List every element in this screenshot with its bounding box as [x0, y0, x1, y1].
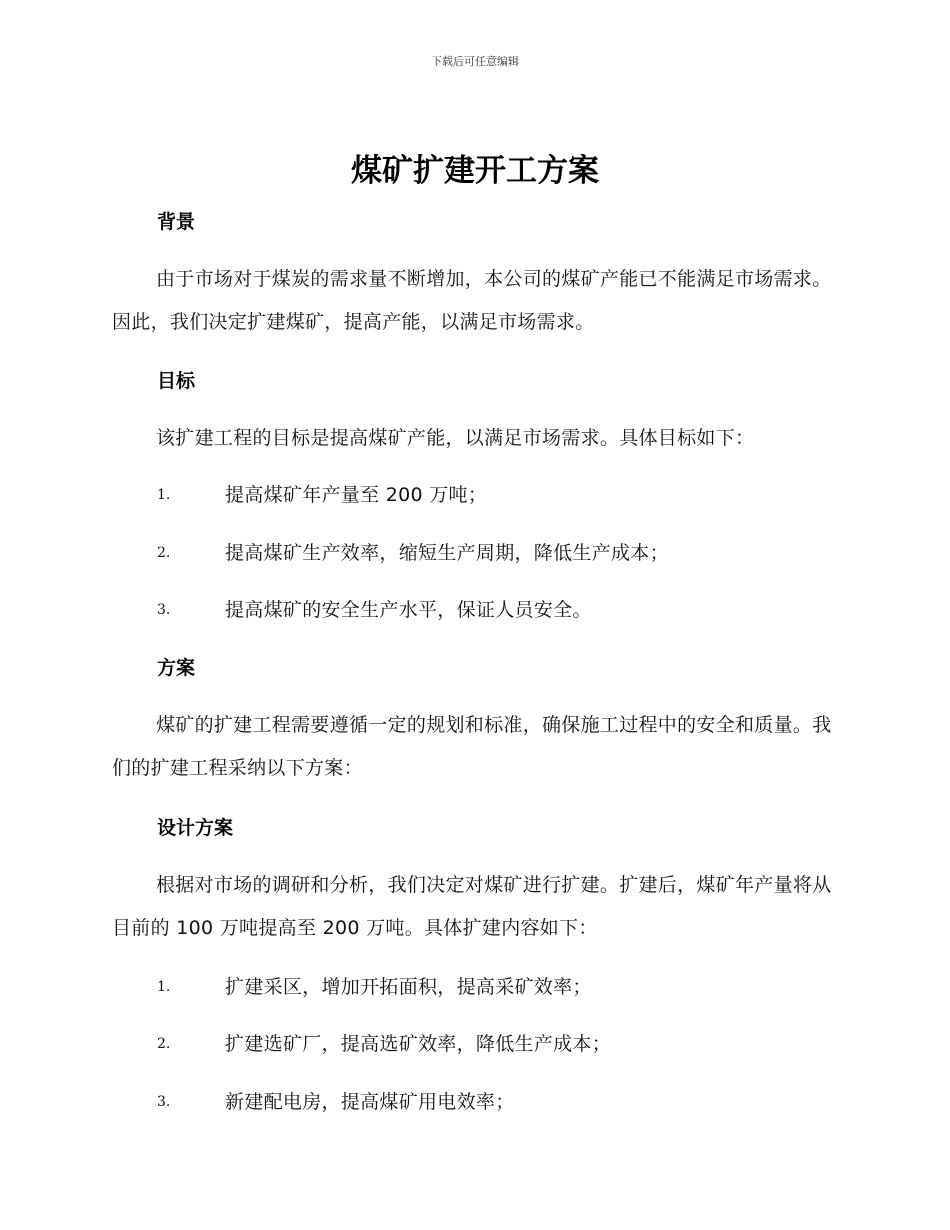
list-number: 1.: [157, 487, 171, 503]
goals-intro: 该扩建工程的目标是提高煤矿产能，以满足市场需求。具体目标如下：: [156, 427, 755, 449]
list-text: 扩建采区，增加开拓面积，提高采矿效率；: [225, 976, 592, 998]
list-text: 新建配电房，提高煤矿用电效率；: [225, 1091, 515, 1113]
list-item: [157, 974, 837, 1002]
document-title: 煤矿扩建开工方案: [351, 153, 599, 189]
list-text: 提高煤矿的安全生产水平，保证人员安全。: [225, 599, 592, 621]
background-paragraph: 由于市场对于煤炭的需求量不断增加，本公司的煤矿产能已不能满足市场需求。因此，我们决定扩建煤矿，提高产能，以满足市场需求。: [112, 268, 832, 333]
list-item: [157, 482, 837, 510]
list-item: [157, 540, 837, 568]
list-number: 1.: [157, 979, 171, 995]
list-number: 2.: [157, 1036, 171, 1052]
list-item: [157, 597, 837, 625]
section-heading-background: 背景: [157, 211, 196, 233]
header-note: 下载后可任意编辑: [431, 55, 519, 68]
section-heading-design: 设计方案: [157, 817, 234, 839]
list-number: 2.: [157, 545, 171, 561]
list-text: 提高煤矿年产量至 200 万吨；: [225, 484, 488, 506]
list-item: [157, 1089, 837, 1117]
list-text: 提高煤矿生产效率，缩短生产周期，降低生产成本；: [225, 542, 669, 564]
list-text: 扩建选矿厂，提高选矿效率，降低生产成本；: [225, 1033, 612, 1055]
section-heading-goals: 目标: [157, 370, 196, 392]
list-number: 3.: [157, 602, 171, 618]
list-item: [157, 1031, 837, 1059]
list-number: 3.: [157, 1094, 171, 1110]
section-heading-plan: 方案: [157, 657, 196, 679]
design-paragraph: 根据对市场的调研和分析，我们决定对煤矿进行扩建。扩建后，煤矿年产量将从目前的 100 万吨提高至 200 万吨。具体扩建内容如下：: [112, 874, 832, 939]
plan-paragraph: 煤矿的扩建工程需要遵循一定的规划和标准，确保施工过程中的安全和质量。我们的扩建工程采纳以下方案：: [112, 714, 832, 779]
